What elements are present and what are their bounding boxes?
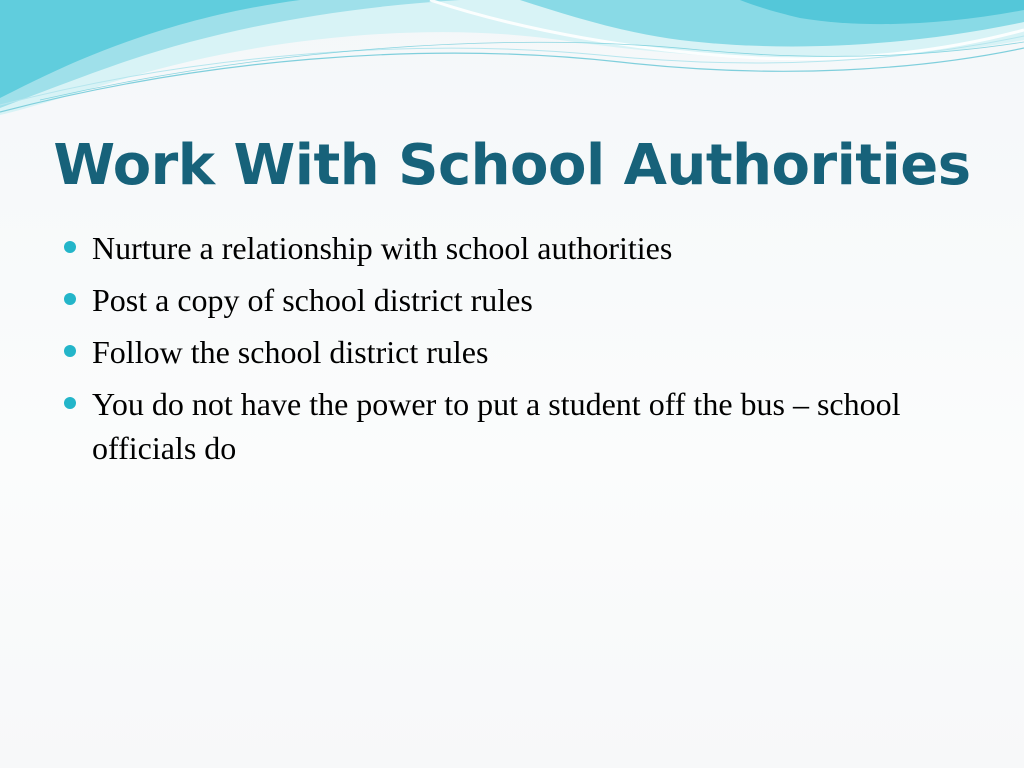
- bullet-text: Nurture a relationship with school authorities: [92, 230, 673, 266]
- bullet-text: You do not have the power to put a student off the bus – school officials do: [92, 386, 901, 466]
- header-wave-decoration: [0, 0, 1024, 130]
- bullet-list: [62, 226, 992, 478]
- bullet-text: Follow the school district rules: [92, 334, 489, 370]
- bullet-text: Post a copy of school district rules: [92, 282, 533, 318]
- bullet-item: [62, 278, 992, 322]
- bullet-item: [62, 330, 992, 374]
- bullet-dot-icon: [64, 293, 76, 305]
- bullet-item: [62, 382, 992, 470]
- bullet-item: [62, 226, 992, 270]
- slide-title: Work With School Authorities: [53, 133, 971, 198]
- bullet-dot-icon: [64, 345, 76, 357]
- bullet-dot-icon: [64, 397, 76, 409]
- bullet-dot-icon: [64, 241, 76, 253]
